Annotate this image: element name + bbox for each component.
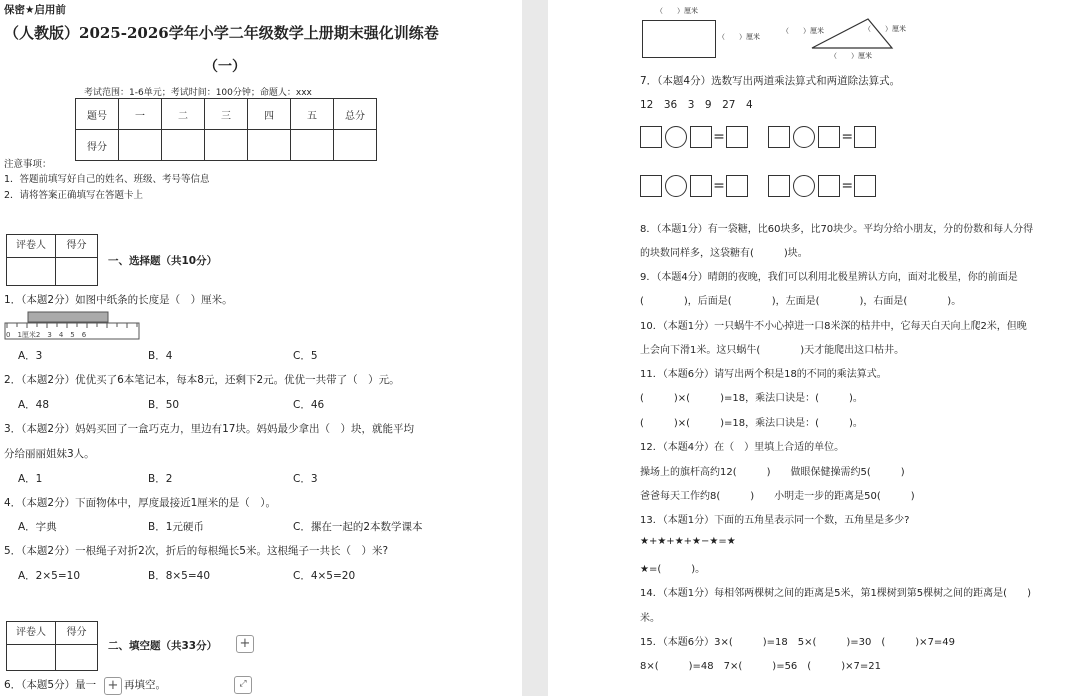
fig-label: （ ）厘米 xyxy=(864,25,906,33)
note-item: 1．答题前填写好自己的姓名、班级、考号等信息 xyxy=(4,174,210,185)
question-text: 1．（本题2分）如图中纸条的长度是（ ）厘米。 xyxy=(4,294,233,306)
score-table-header: 一 xyxy=(119,99,162,130)
option: A．3 xyxy=(18,350,43,362)
option: B．4 xyxy=(148,350,173,362)
add-block-button[interactable]: + xyxy=(104,677,122,695)
paper-strip xyxy=(28,312,108,322)
answer-box[interactable] xyxy=(768,175,790,197)
question-text: 5．（本题2分）一根绳子对折2次，折后的每根绳长5米。这根绳子一共长（ ）米? xyxy=(4,545,389,557)
answer-box[interactable] xyxy=(726,126,748,148)
exam-page-left xyxy=(0,0,522,696)
question-text: 的块数同样多，这袋糖有( )块。 xyxy=(640,248,808,259)
score-cell xyxy=(119,130,162,161)
option: C．3 xyxy=(293,473,318,485)
score-label: 得分 xyxy=(56,622,97,645)
question-text: ( )×( )=18，乘法口诀是：( )。 xyxy=(640,418,863,429)
question-text: 8×( )=48 7×( )=56 ( )×7=21 xyxy=(640,661,881,672)
fig-label: （ ）厘米 xyxy=(718,33,760,41)
score-table-header: 五 xyxy=(291,99,334,130)
exam-info: 考试范围：1-6单元；考试时间：100分钟；命题人：xxx xyxy=(84,88,312,98)
section-title: 二、填空题（共33分） xyxy=(108,640,218,652)
question-text: ( )，后面是( )，左面是( )，右面是( )。 xyxy=(640,296,962,307)
option: B．8×5=40 xyxy=(148,570,211,582)
score-label: 得分 xyxy=(56,235,97,258)
score-table xyxy=(75,98,377,161)
question-text: 3．（本题2分）妈妈买回了一盒巧克力，里边有17块。妈妈最少拿出（ ）块，就能平均 xyxy=(4,423,414,435)
score-cell xyxy=(334,130,377,161)
answer-box[interactable] xyxy=(768,126,790,148)
expand-icon[interactable]: ⤢ xyxy=(234,676,252,694)
answer-box[interactable] xyxy=(690,126,712,148)
answer-box[interactable] xyxy=(818,175,840,197)
score-cell xyxy=(205,130,248,161)
answer-box[interactable] xyxy=(818,126,840,148)
option: C．摞在一起的2本数学课本 xyxy=(293,521,423,533)
answer-box[interactable] xyxy=(854,126,876,148)
score-table-header: 二 xyxy=(162,99,205,130)
ruler-label: 0 1厘米2 3 4 5 6 xyxy=(6,331,87,339)
star-expression: ★+★+★+★−★=★ xyxy=(640,536,736,547)
fig-label: （ ）厘米 xyxy=(830,52,872,60)
question-text: 上会向下滑1米。这只蜗牛( )天才能爬出这口枯井。 xyxy=(640,345,905,356)
question-text: 2．（本题2分）优优买了6本笔记本，每本8元，还剩下2元。优优一共带了（ ）元。 xyxy=(4,374,400,386)
operator-circle[interactable] xyxy=(665,126,687,148)
question-text: 15．（本题6分）3×( )=18 5×( )=30 ( )×7=49 xyxy=(640,637,956,648)
fig-label: （ ）厘米 xyxy=(782,27,824,35)
option: A．字典 xyxy=(18,521,57,533)
equation-row xyxy=(640,126,876,148)
note-item: 2．请将答案正确填写在答题卡上 xyxy=(4,190,144,201)
confidential-header: 保密★启用前 xyxy=(4,4,66,16)
option: C．5 xyxy=(293,350,318,362)
question-text: 13．（本题1分）下面的五角星表示同一个数，五角星是多少? xyxy=(640,515,910,526)
answer-box[interactable] xyxy=(640,126,662,148)
score-table-header: 总分 xyxy=(334,99,377,130)
option: A．48 xyxy=(18,399,50,411)
option: B．2 xyxy=(148,473,173,485)
option: A．1 xyxy=(18,473,43,485)
operator-circle[interactable] xyxy=(793,175,815,197)
option: A．2×5=10 xyxy=(18,570,81,582)
option: C．4×5=20 xyxy=(293,570,356,582)
notes-title: 注意事项： xyxy=(4,159,52,170)
question-text: 再填空。 xyxy=(124,679,166,691)
option: B．50 xyxy=(148,399,180,411)
exam-title: （人教版）2025-2026学年小学二年级数学上册期末强化训练卷 xyxy=(4,24,439,42)
question-text: 7．（本题4分）选数写出两道乘法算式和两道除法算式。 xyxy=(640,75,901,87)
answer-box[interactable] xyxy=(854,175,876,197)
question-text: 11．（本题6分）请写出两个积是18的不同的乘法算式。 xyxy=(640,369,887,380)
question-text: 6．（本题5分）量一 xyxy=(4,679,97,691)
score-table-header: 题号 xyxy=(76,99,119,130)
equation-row xyxy=(640,175,876,197)
question-text: 10．（本题1分）一只蜗牛不小心掉进一口8米深的枯井中，它每天白天向上爬2米，但晚 xyxy=(640,321,1027,332)
section-title: 一、选择题（共10分） xyxy=(108,255,218,267)
score-table-header: 四 xyxy=(248,99,291,130)
question-text: 爸爸每天工作约8( ) 小明走一步的距离是50( ) xyxy=(640,491,915,502)
exam-subtitle: （一） xyxy=(204,59,246,75)
score-table-header: 三 xyxy=(205,99,248,130)
answer-box[interactable] xyxy=(690,175,712,197)
answer-box[interactable] xyxy=(726,175,748,197)
question-text: 12．（本题4分）在（ ）里填上合适的单位。 xyxy=(640,442,845,453)
grader-box xyxy=(6,621,98,671)
question-text: 操场上的旗杆高约12( ) 做眼保健操需约5( ) xyxy=(640,467,905,478)
operator-circle[interactable] xyxy=(665,175,687,197)
question-text: 米。 xyxy=(640,613,660,624)
grader-box xyxy=(6,234,98,286)
fig-label: （ ）厘米 xyxy=(656,7,698,15)
star-answer: ★=( )。 xyxy=(640,564,706,575)
question-text: 4．（本题2分）下面物体中，厚度最接近1厘米的是（ ）。 xyxy=(4,497,277,509)
grader-label: 评卷人 xyxy=(7,622,56,645)
option: B．1元硬币 xyxy=(148,521,204,533)
number-list: 12 36 3 9 27 4 xyxy=(640,99,753,111)
question-text: ( )×( )=18，乘法口诀是：( )。 xyxy=(640,393,863,404)
exam-page-right xyxy=(548,0,1080,696)
question-text: 9．（本题4分）晴朗的夜晚，我们可以利用北极星辨认方向，面对北极星，你的前面是 xyxy=(640,272,1018,283)
score-cell xyxy=(162,130,205,161)
add-block-button[interactable]: + xyxy=(236,635,254,653)
option: C．46 xyxy=(293,399,325,411)
score-cell xyxy=(291,130,334,161)
grader-label: 评卷人 xyxy=(7,235,56,258)
question-text: 14．（本题1分）每相邻两棵树之间的距离是5米，第1棵树到第5棵树之间的距离是( ) xyxy=(640,588,1031,599)
operator-circle[interactable] xyxy=(793,126,815,148)
question-text: 8．（本题1分）有一袋糖，比60块多，比70块少。平均分给小朋友，分的份数和每人分得 xyxy=(640,224,1034,235)
equals-sign: = xyxy=(841,178,854,194)
score-row-label: 得分 xyxy=(76,130,119,161)
equals-sign: = xyxy=(713,178,725,194)
equals-sign: = xyxy=(841,129,854,145)
question-text: 分给丽丽姐妹3人。 xyxy=(4,448,95,460)
score-cell xyxy=(248,130,291,161)
answer-box[interactable] xyxy=(640,175,662,197)
equals-sign: = xyxy=(713,129,725,145)
rectangle-figure xyxy=(642,20,716,58)
